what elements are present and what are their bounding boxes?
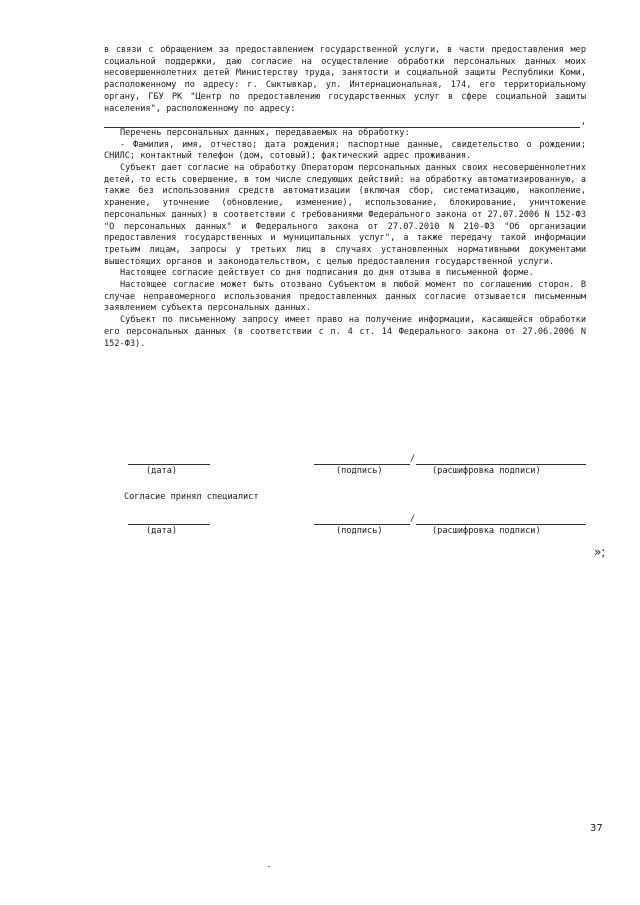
data-list-heading: Перечень персональных данных, передаваемых на обработку:	[120, 127, 410, 138]
revocation-paragraph: Настоящее согласие может быть отозвано Субъектом в любой момент по соглашению сторон. В случае неправомерного использования предоставленных данных согласие отзывается письменным заявлением субъекта персональных данных.	[104, 280, 586, 314]
specialist-accepted-label: Согласие принял специалист	[124, 492, 259, 502]
validity-paragraph: Настоящее согласие действует со дня подписания до дня отзыва в письменной форме.	[120, 268, 534, 279]
signature-blank-line	[314, 464, 410, 465]
specialist-signature-blank-line	[314, 524, 410, 525]
rights-paragraph: Субъект по письменному запросу имеет право на получение информации, касающейся обработки его персональных данных (в соответствии с п. 4 ст. 14 Федерального закона от 27.06.2006 N 152-ФЗ).	[104, 315, 586, 349]
address-blank-line	[104, 115, 586, 128]
consent-intro: в связи с обращением за предоставлением государственной услуги, в части предоставления мер социальной поддержки, даю согласие на осуществление обработки персональных данных моих несовершеннолетних детей Министерству труда, занятости и социальной защиты Республики Коми, расположенному по адресу: г. Сыктывкар, ул. Интернациональная, 174, его территориальному органу, ГБУ РК "Центр по предоставлению государственных услуг в сфере социальной защиты населения", расположенному по адресу:	[104, 45, 586, 114]
specialist-decoding-caption: (расшифровка подписи)	[432, 526, 541, 536]
decoding-caption: (расшифровка подписи)	[432, 466, 541, 476]
address-comma: ,	[580, 117, 586, 128]
specialist-signature-slash: /	[410, 514, 416, 524]
closing-quote-mark: »;	[594, 545, 606, 559]
specialist-signature-caption: (подпись)	[336, 526, 383, 536]
consent-actions-paragraph: Субъект дает согласие на обработку Оператором персональных данных своих несовершеннолетних детей, то есть совершение, в том числе следующих действий: на обработку автоматизированную, а также без использования средств автоматизации (включая сбор, систематизацию, накопление, хранение, уточнение (обновление, изменение), использование, блокирование, уничтожение персональных данных) в соответствии с требованиями Федерального закона от 27.07.2006 N 152-ФЗ "О персональных данных" и Федерального закона от 27.07.2010 N 210-ФЗ "Об организации предоставления государственных и муниципальных услуг", а также передачу такой информации третьим лицам, запросы у третьих лиц в случаях установленных нормативными документами вышестоящих органов и законодательством, с целью предоставления государственной услуги.	[104, 163, 586, 267]
specialist-decoding-blank-line	[416, 524, 586, 525]
subject-signature-row	[120, 454, 590, 476]
specialist-signature-row	[120, 514, 590, 536]
scan-speck	[268, 866, 270, 867]
page-number: 37	[590, 823, 603, 834]
specialist-date-blank-line	[128, 524, 210, 525]
specialist-signature-block	[120, 514, 590, 536]
specialist-date-caption: (дата)	[146, 526, 178, 536]
decoding-blank-line	[416, 464, 586, 465]
consent-body	[104, 45, 586, 350]
date-blank-line	[128, 464, 210, 465]
data-list-items: - Фамилия, имя, отчество; дата рождения; паспортные данные, свидетельство о рождении; СНИЛС; контактный телефон (дом, сотовый); фактический адрес проживания.	[104, 139, 586, 162]
subject-signature-block	[120, 454, 590, 476]
date-caption: (дата)	[146, 466, 178, 476]
signature-slash: /	[410, 454, 416, 464]
signature-caption: (подпись)	[336, 466, 383, 476]
